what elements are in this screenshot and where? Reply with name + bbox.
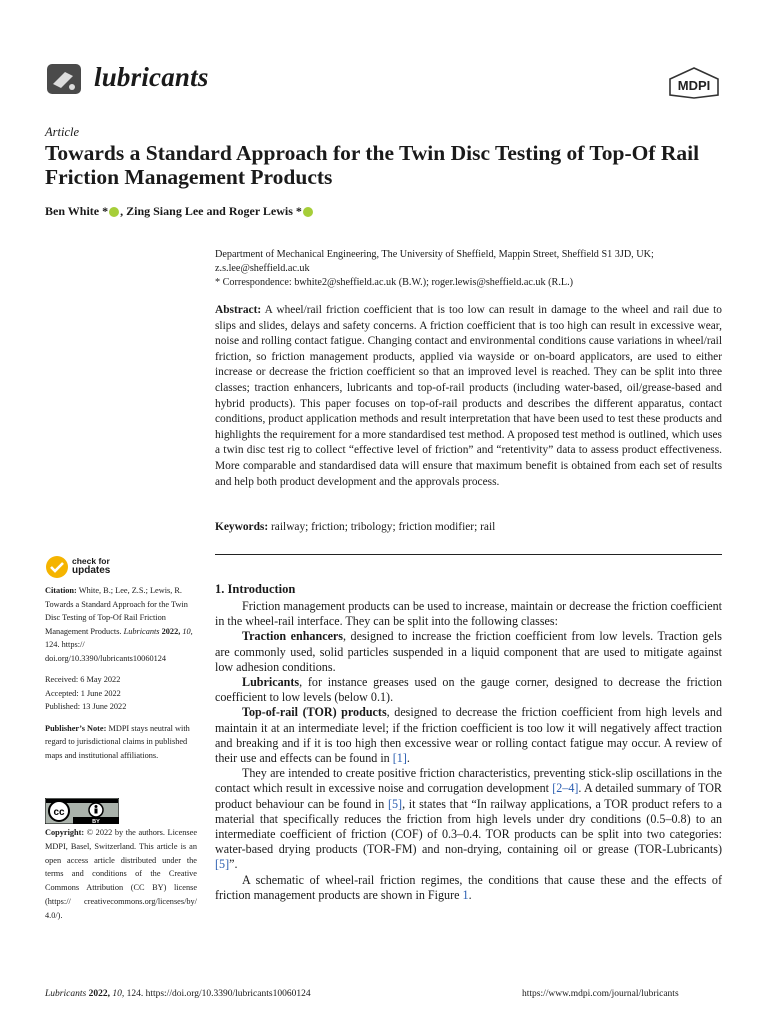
journal-name: lubricants (94, 62, 209, 92)
reference-link[interactable]: [1] (392, 751, 407, 766)
paragraph: Friction management products can be used to increase, maintain or decrease the friction coefficient in the wheel-rail interface. They can be split into the following classes: (215, 599, 722, 629)
citation-doi-link[interactable]: 124. https:// doi.org/10.3390/lubricants10060124 (45, 640, 167, 663)
paragraph: A schematic of wheel-rail friction regimes, the conditions that cause these and the effects of friction management products are shown in Figure 1. (215, 872, 722, 902)
mdpi-logo-text: MDPI (677, 78, 711, 93)
keywords-label: Keywords: (215, 521, 269, 533)
paragraph: Lubricants, for instance greases used on the gauge corner, designed to decrease the friction coefficient to low levels (below 0.1). (215, 675, 722, 705)
affiliation-email[interactable]: z.s.lee@sheffield.ac.uk (215, 263, 310, 274)
paragraph: Top-of-rail (TOR) products, designed to decrease the friction coefficient from high levels and maintain it at an intermediate level; if the friction coefficient is too low it will negatively affect traction and breaking and if it is too high then excessive wear or rolling contact fatigue may occur. A review of their use and effects can be found in [1]. (215, 705, 722, 766)
sidebar-info (45, 584, 197, 770)
by-text: BY (92, 819, 100, 824)
reference-link[interactable]: [5] (387, 796, 403, 811)
footer-citation: Lubricants 2022, 10, 124. https://doi.org/10.3390/lubricants10060124 (45, 989, 311, 999)
dates: Received: 6 May 2022 Accepted: 1 June 2022 Published: 13 June 2022 (45, 675, 127, 711)
affiliation-line: Department of Mechanical Engineering, The University of Sheffield, Mappin Street, Sheffield S1 3JD, UK; (215, 249, 654, 260)
reference-link[interactable]: [5] (215, 857, 230, 872)
abstract (215, 303, 722, 490)
orcid-icon[interactable] (109, 207, 119, 217)
affiliation (215, 248, 722, 290)
journal-logo-icon (45, 62, 83, 96)
figure-link[interactable]: 1 (462, 887, 469, 902)
divider (215, 554, 722, 555)
author-1: Ben White * (45, 204, 109, 218)
check-updates-line1: check for (72, 556, 110, 566)
abstract-label: Abstract: (215, 304, 262, 316)
footer-doi-link[interactable]: 124. https://doi.org/10.3390/lubricants10060124 (126, 989, 311, 999)
section-heading: 1. Introduction (215, 582, 296, 596)
author-2-3: , Zing Siang Lee and Roger Lewis * (120, 204, 302, 218)
cc-text: cc (53, 807, 65, 818)
keywords (215, 521, 722, 533)
check-icon (45, 555, 69, 579)
check-updates-line2: updates (72, 565, 111, 576)
abstract-text: A wheel/rail friction coefficient that is too low can result in damage to the wheel and rail due to slips and slides, delays and safety concerns. A friction coefficient that is too high can result in excessive wear, noise and rolling contact fatigue. Changing contact and environmental conditions cause variations in wheel/rail friction, so friction management products, applied via wayside or on-board applicators, are used to either increase or decrease the friction coefficient so that an improved level is reached. They can be split into three classes; traction enhancers, lubricants and top-of-rail products (including water-based, oil/grease-based and hybrid products). This paper focuses on top-of-rail products and describes the different apparatus, contact conditions, product application methods and result interpretation that have been used to test these products and highlights the requirement for a more standardised test method. A proposed test method is outlined, which uses a twin disc test rig to collect “effective level of friction” and “retentivity” data to assess product effectiveness. More comparable and standardised data will ensure that maximum benefit is obtained from each set of results and help both product development and the approvals process. (215, 304, 723, 488)
body-text (215, 599, 722, 903)
paragraph: They are intended to create positive friction characteristics, preventing stick-slip oscillations in the contact which result in excessive noise and corrugation development [2–4]. A detailed summary of TOR product behaviour can be found in [5], it states that “In railway applications, a TOR product refers to a material that specifically reduces the friction from high levels under dry conditions (0.5–0.8) to an intermediate coefficient of friction (COF) of 0.3–0.4. TOR products can be split into two categories: water-based drying products (TOR-FM) and non-drying, containing oil or grease (TOR-Lubricants) [5]”. (215, 766, 722, 872)
keywords-text: railway; friction; tribology; friction modifier; rail (271, 521, 496, 533)
orcid-icon[interactable] (303, 207, 313, 217)
article-title: Towards a Standard Approach for the Twin Disc Testing of Top-Of Rail Friction Management Products (45, 141, 700, 189)
check-for-updates-button[interactable] (45, 555, 125, 579)
author-list (45, 204, 314, 219)
correspondence: * Correspondence: bwhite2@sheffield.ac.uk (B.W.); roger.lewis@sheffield.ac.uk (R.L.) (215, 277, 574, 288)
copyright: Copyright: © 2022 by the authors. Licensee MDPI, Basel, Switzerland. This article is an open access article distributed under the terms and conditions of the Creative Commons Attribution (CC BY) license (https:// creativecommons.org/licenses/by/ 4.0/). (45, 828, 198, 920)
citation: Citation: White, B.; Lee, Z.S.; Lewis, R. Towards a Standard Approach for the Twin Disc Testing of Top-Of Rail Friction Management Products. Lubricants 2022, 10, 124. https:// doi.org/10.3390/lubricants10060124 (45, 586, 193, 663)
cc-by-license-icon[interactable] (45, 798, 119, 824)
mdpi-logo[interactable] (668, 67, 720, 99)
publisher-note: Publisher’s Note: MDPI stays neutral with regard to jurisdictional claims in published maps and institutional affiliations. (45, 723, 190, 760)
paragraph: Traction enhancers, designed to increase the friction coefficient from low levels. Traction gels are commonly used, solid particles suspended in a liquid component that are used to mitigate against low adhesion conditions. (215, 629, 722, 674)
reference-link[interactable]: [2–4] (552, 781, 579, 796)
article-type: Article (45, 125, 80, 139)
footer-journal-url[interactable]: https://www.mdpi.com/journal/lubricants (522, 989, 679, 999)
